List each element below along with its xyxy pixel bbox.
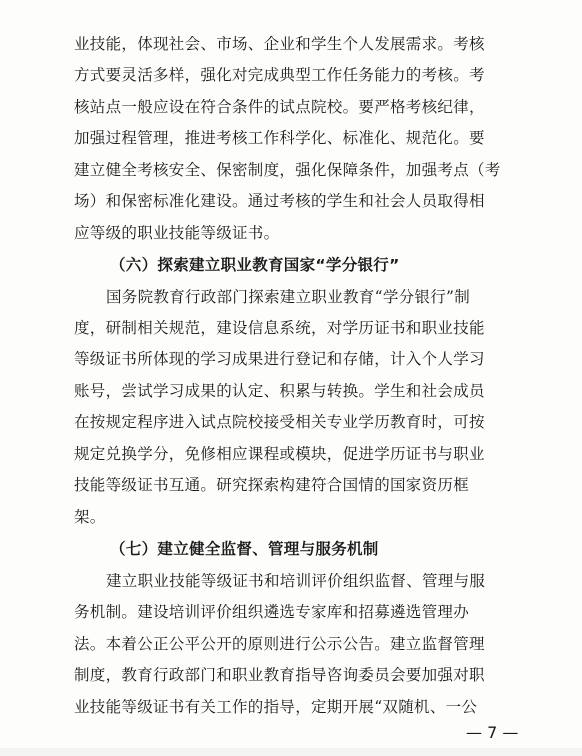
text-line: 方式要灵活多样，强化对完成典型工作任务能力的考核。考 — [74, 66, 485, 84]
text-line: 业技能，体现社会、市场、企业和学生个人发展需求。考核 — [74, 35, 485, 53]
text-line: 核站点一般应设在符合条件的试点院校。要严格考核纪律， — [74, 98, 485, 116]
text-line: 在按规定程序进入试点院校接受相关专业学历教育时，可按 — [74, 413, 485, 431]
text-line: 加强过程管理，推进考核工作科学化、标准化、规范化。要 — [74, 129, 485, 147]
page-number: — 7 — — [466, 723, 519, 742]
text-line: 制度，教育行政部门和职业教育指导咨询委员会要加强对职 — [74, 666, 485, 684]
section-heading-7: （七）建立健全监督、管理与服务机制 — [110, 540, 379, 558]
text-line: 架。 — [74, 508, 106, 526]
text-line: 规定兑换学分，免修相应课程或模块，促进学历证书与职业 — [74, 445, 485, 463]
text-line: 度，研制相关规范，建设信息系统，对学历证书和职业技能 — [74, 319, 485, 337]
text-line: 建立健全考核安全、保密制度，强化保障条件，加强考点（考 — [74, 161, 501, 179]
bottom-edge — [0, 748, 582, 756]
text-line: 国务院教育行政部门探索建立职业教育“学分银行”制 — [106, 288, 471, 306]
text-line: 法。本着公正公平公开的原则进行公示公告。建立监督管理 — [74, 635, 485, 653]
text-line: 等级证书所体现的学习成果进行登记和存储，计入个人学习 — [74, 350, 485, 368]
text-line: 账号，尝试学习成果的认定、积累与转换。学生和社会成员 — [74, 382, 485, 400]
text-line: 业技能等级证书有关工作的指导，定期开展“双随机、一公 — [74, 698, 478, 716]
text-line: 应等级的职业技能等级证书。 — [74, 224, 280, 242]
text-line: 建立职业技能等级证书和培训评价组织监督、管理与服 — [106, 572, 486, 590]
section-heading-6: （六）探索建立职业教育国家“学分银行” — [110, 256, 400, 274]
text-line: 技能等级证书互通。研究探索构建符合国情的国家资历框 — [74, 476, 470, 494]
text-line: 场）和保密标准化建设。通过考核的学生和社会人员取得相 — [74, 192, 485, 210]
text-line: 务机制。建设培训评价组织遴选专家库和招募遴选管理办 — [74, 603, 470, 621]
